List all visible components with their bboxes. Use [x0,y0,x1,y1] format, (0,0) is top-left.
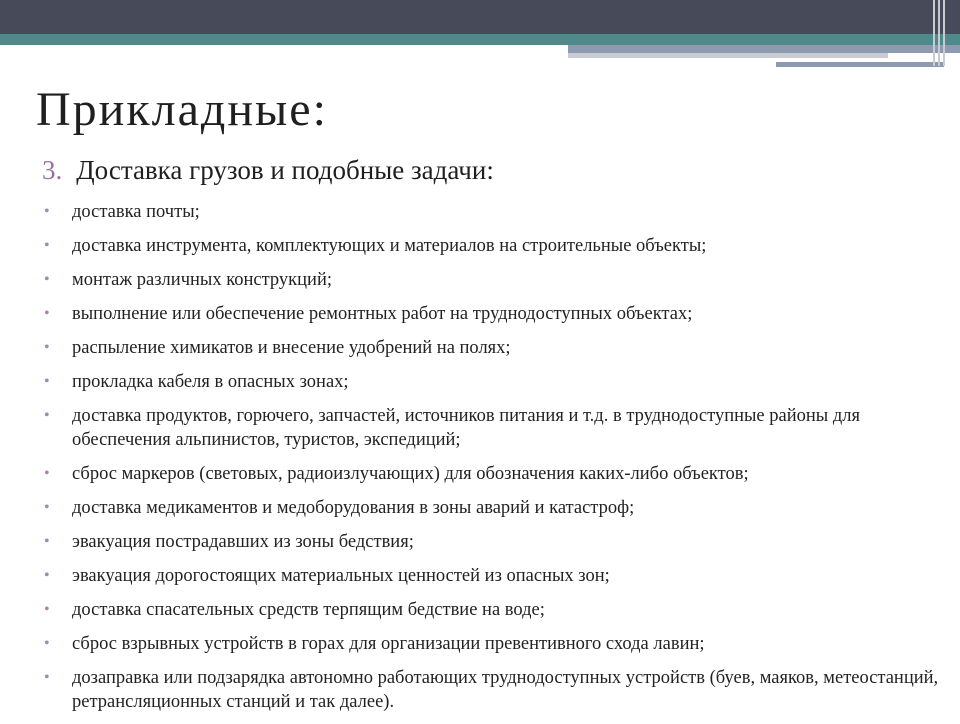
decorative-stripe [776,62,944,67]
subheading-text: Доставка грузов и подобные задачи: [76,155,494,185]
list-item [44,462,944,486]
list-item [44,336,944,360]
decorative-stripe [568,53,888,58]
list-item-text: эвакуация пострадавших из зоны бедствия; [72,532,414,552]
bullet-icon: • [44,635,50,652]
bullet-icon: • [44,339,50,356]
decorative-stripe [568,45,960,53]
header-accent-stripe [0,34,960,45]
list-item-text: эвакуация дорогостоящих материальных ценностей из опасных зон; [72,566,610,586]
list-item [44,302,944,326]
bullet-icon: • [44,601,50,618]
list-item [44,370,944,394]
subheading [42,155,494,186]
bullet-icon: • [44,237,50,254]
bullet-list [44,200,944,724]
list-item-text: сброс маркеров (световых, радиоизлучающих) для обозначения каких-либо объектов; [72,464,749,484]
bullet-icon: • [44,407,50,424]
list-item-text: доставка продуктов, горючего, запчастей, источников питания и т.д. в труднодоступные районы для обеспечения альпинистов, туристов, экспедиций; [72,406,860,450]
decorative-lines [930,0,960,66]
bullet-icon: • [44,305,50,322]
subheading-number: 3. [42,155,63,185]
list-item [44,530,944,554]
list-item-text: прокладка кабеля в опасных зонах; [72,372,349,392]
list-item-text: выполнение или обеспечение ремонтных работ на труднодоступных объектах; [72,304,693,324]
list-item-text: монтаж различных конструкций; [72,270,333,290]
list-item [44,666,944,714]
bullet-icon: • [44,465,50,482]
bullet-icon: • [44,567,50,584]
list-item-text: доставка спасательных средств терпящим бедствие на воде; [72,600,545,620]
bullet-icon: • [44,533,50,550]
bullet-icon: • [44,669,50,686]
list-item [44,234,944,258]
list-item-text: распыление химикатов и внесение удобрений на полях; [72,338,511,358]
list-item-text: сброс взрывных устройств в горах для организации превентивного схода лавин; [72,634,705,654]
bullet-icon: • [44,203,50,220]
header-bar [0,0,960,34]
list-item [44,632,944,656]
bullet-icon: • [44,271,50,288]
list-item [44,496,944,520]
list-item [44,564,944,588]
list-item [44,268,944,292]
bullet-icon: • [44,499,50,516]
list-item-text: дозаправка или подзарядка автономно работающих труднодоступных устройств (буев, маяков, метеостанций, ретрансляционных станций и так далее). [72,668,939,712]
bullet-icon: • [44,373,50,390]
list-item-text: доставка медикаментов и медоборудования в зоны аварий и катастроф; [72,498,635,518]
list-item-text: доставка почты; [72,202,200,222]
slide-title: Прикладные: [36,83,328,136]
list-item-text: доставка инструмента, комплектующих и материалов на строительные объекты; [72,236,707,256]
list-item [44,404,944,452]
list-item [44,598,944,622]
list-item [44,200,944,224]
